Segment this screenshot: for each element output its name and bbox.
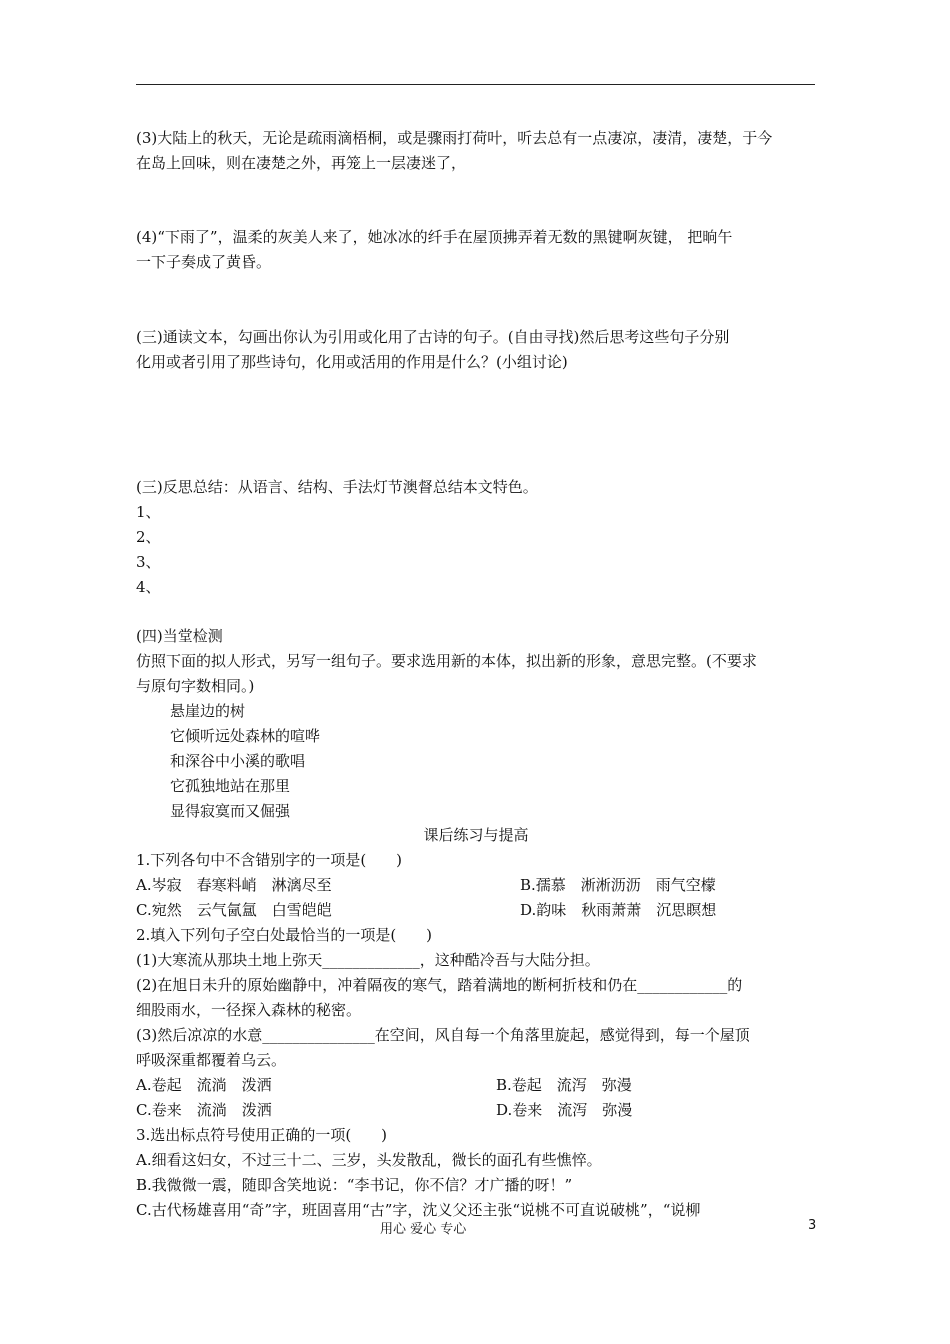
question-2-option-a: A.卷起 流淌 泼洒 (136, 1076, 272, 1094)
paragraph-4 (136, 225, 816, 275)
summary-item-1: 1、 (136, 503, 161, 521)
summary-item-3: 3、 (136, 553, 161, 571)
question-2-sentence-3-line-1: (3)然后凉凉的水意_______________在空间，风自每一个角落里旋起，感觉得到，每一个屋顶 (136, 1026, 750, 1044)
question-2-option-c: C.卷来 流淌 泼洒 (136, 1101, 272, 1119)
question-2-sentence-2-line-2: 细股雨水，一径探入森林的秘密。 (136, 1001, 362, 1019)
question-2-sentence-3-line-2: 呼吸深重都覆着乌云。 (136, 1051, 287, 1069)
section-4-intro-line-1: 仿照下面的拟人形式，另写一组句子。要求选用新的本体，拟出新的形象，意思完整。(不要求 (136, 652, 757, 670)
question-1-option-a: A.岑寂 春寒料峭 淋漓尽至 (136, 876, 332, 894)
paragraph-3-line-2: 在岛上回味，则在凄楚之外，再笼上一层凄迷了， (136, 154, 467, 172)
poem-line-4: 它孤独地站在那里 (170, 777, 291, 795)
question-3-option-b: B.我微微一震，随即含笑地说：“李书记，你不信？才广播的呀！” (136, 1176, 573, 1194)
paragraph-4-line-2: 一下子奏成了黄昏。 (136, 253, 272, 271)
question-2-sentence-1: (1)大寒流从那块土地上弥天_____________，这种酷冷吾与大陆分担。 (136, 951, 600, 969)
question-2-options-row-2 (136, 1098, 816, 1123)
section-3-reading-line-2: 化用或者引用了那些诗句，化用或活用的作用是什么？(小组讨论) (136, 353, 568, 371)
poem-line-3: 和深谷中小溪的歌唱 (170, 752, 306, 770)
question-3-stem: 3.选出标点符号使用正确的一项( ) (136, 1126, 388, 1144)
question-1-options-row-1 (136, 873, 816, 898)
section-4-title: (四)当堂检测 (136, 627, 223, 645)
question-3-option-a: A.细看这妇女，不过三十二、三岁，头发散乱，微长的面孔有些憔悴。 (136, 1151, 602, 1169)
section-3-summary-title: (三)反思总结：从语言、结构、手法灯节澳督总结本文特色。 (136, 478, 538, 496)
page-footer (0, 1218, 950, 1240)
page-number: 3 (808, 1218, 817, 1233)
header-rule (136, 84, 815, 85)
question-1-option-b: B.孺慕 淅淅沥沥 雨气空檬 (520, 876, 716, 894)
poem-line-1: 悬崖边的树 (170, 702, 246, 720)
summary-item-2: 2、 (136, 528, 161, 546)
question-2-option-b: B.卷起 流泻 弥漫 (496, 1076, 632, 1094)
paragraph-3-line-1: (3)大陆上的秋天，无论是疏雨滴梧桐，或是骤雨打荷叶，听去总有一点凄凉，凄清，凄楚，于今 (136, 129, 773, 147)
question-2-sentence-2-line-1: (2)在旭日未升的原始幽静中，冲着隔夜的寒气，踏着满地的断柯折枝和仍在____________的 (136, 976, 743, 994)
question-1-stem: 1.下列各句中不含错别字的一项是( ) (136, 851, 403, 869)
question-2-options-row-1 (136, 1073, 816, 1098)
exercises-heading: 课后练习与提高 (423, 826, 529, 844)
section-3-reading (136, 325, 816, 375)
section-4-intro-line-2: 与原句字数相同。) (136, 677, 255, 695)
section-3-reading-line-1: (三)通读文本，勾画出你认为引用或化用了古诗的句子。(自由寻找)然后思考这些句子分别 (136, 328, 730, 346)
question-1-options-row-2 (136, 898, 816, 923)
summary-item-4: 4、 (136, 578, 161, 596)
paragraph-4-line-1: (4)“下雨了”，温柔的灰美人来了，她冰冰的纤手在屋顶拂弄着无数的黑键啊灰键， 把晌午 (136, 228, 733, 246)
question-1-option-d: D.韵味 秋雨萧萧 沉思瞑想 (520, 901, 717, 919)
exercises-section (136, 823, 816, 1223)
footer-motto: 用心 爱心 专心 (380, 1222, 467, 1237)
question-2-stem: 2.填入下列句子空白处最恰当的一项是( ) (136, 926, 433, 944)
section-3-summary (136, 475, 816, 600)
question-3-option-c: C.古代杨雄喜用“奇”字，班固喜用“古”字，沈义父还主张“说桃不可直说破桃”，“说柳 (136, 1201, 701, 1219)
paragraph-3 (136, 126, 816, 176)
poem-line-5: 显得寂寞而又倔强 (170, 802, 291, 820)
question-1-option-c: C.宛然 云气氤氲 白雪皑皑 (136, 901, 332, 919)
poem-line-2: 它倾听远处森林的喧哗 (170, 727, 321, 745)
question-2-option-d: D.卷来 流泻 弥漫 (496, 1101, 633, 1119)
section-4-test (136, 624, 816, 824)
